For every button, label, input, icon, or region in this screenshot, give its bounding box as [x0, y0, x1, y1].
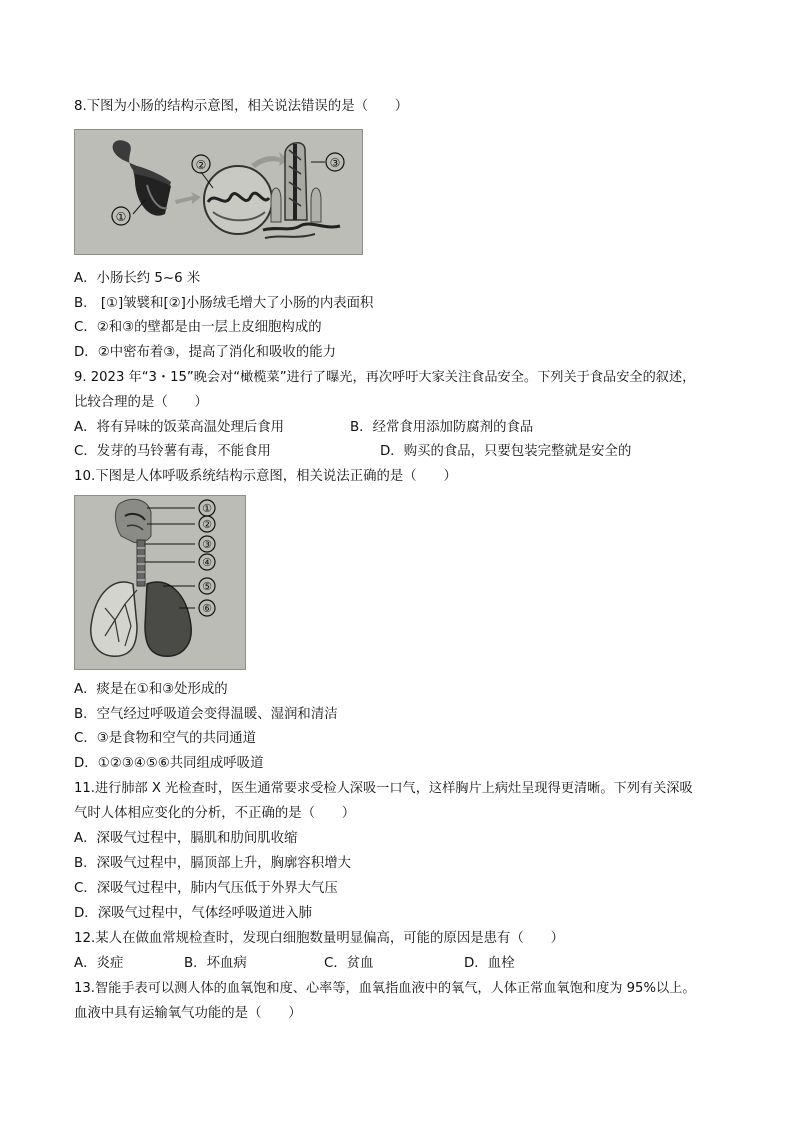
q11-option-d: D．深吸气过程中，气体经呼吸道进入肺	[74, 906, 312, 921]
label-3: ③	[329, 156, 341, 170]
q8-option-a: A．小肠长约 5~6 米	[74, 271, 201, 286]
q11-stem-line2: 气时人体相应变化的分析，不正确的是（ ）	[74, 806, 356, 821]
resp-label-2: ②	[202, 518, 212, 531]
q10-stem: 10.下图是人体呼吸系统结构示意图，相关说法正确的是（ ）	[74, 469, 457, 484]
q12-option-c: C．贫血	[324, 956, 374, 971]
q12-option-a: A．炎症	[74, 956, 124, 971]
q10-option-c: C．③是食物和空气的共同通道	[74, 731, 257, 746]
resp-label-5: ⑤	[202, 580, 212, 593]
q11-option-a: A．深吸气过程中，膈肌和肋间肌收缩	[74, 831, 298, 846]
q8-option-b: B． [①]皱襞和[②]小肠绒毛增大了小肠的内表面积	[74, 296, 374, 311]
small-intestine-figure	[74, 129, 363, 255]
q10-option-a: A．痰是在①和③处形成的	[74, 682, 228, 697]
q11-option-b: B．深吸气过程中，膈顶部上升，胸廓容积增大	[74, 856, 351, 871]
q9-option-c: C．发芽的马铃薯有毒，不能食用	[74, 444, 271, 459]
resp-label-4: ④	[202, 556, 212, 569]
label-2: ②	[195, 158, 207, 172]
q9-option-b: B．经常食用添加防腐剂的食品	[350, 420, 534, 435]
q9-option-a: A．将有异味的饭菜高温处理后食用	[74, 420, 285, 435]
q9-stem-line1: 9. 2023 年“3・15”晚会对“橄榄菜”进行了曝光，再次呼吁大家关注食品安全。下列关于食品安全的叙述，	[74, 370, 696, 385]
resp-label-1: ①	[202, 502, 212, 515]
label-1: ①	[115, 210, 127, 224]
q11-option-c: C．深吸气过程中，肺内气压低于外界大气压	[74, 881, 338, 896]
q12-stem: 12.某人在做血常规检查时，发现白细胞数量明显偏高，可能的原因是患有（ ）	[74, 931, 564, 946]
q8-stem: 8.下图为小肠的结构示意图，相关说法错误的是（ ）	[74, 99, 409, 114]
q8-option-d: D．②中密布着③，提高了消化和吸收的能力	[74, 345, 336, 360]
q12-option-b: B．坏血病	[184, 956, 247, 971]
q10-option-d: D．①②③④⑤⑥共同组成呼吸道	[74, 756, 264, 771]
q13-stem-line2: 血液中具有运输氧气功能的是（ ）	[74, 1006, 302, 1021]
resp-label-6: ⑥	[202, 602, 212, 615]
q9-stem-line2: 比较合理的是（ ）	[74, 395, 208, 410]
resp-label-3: ③	[202, 538, 212, 551]
respiratory-system-figure	[74, 495, 246, 670]
q13-stem-line1: 13.智能手表可以测人体的血氧饱和度、心率等，血氧指血液中的氧气，人体正常血氧饱和度为 95%以上。	[74, 981, 696, 996]
q8-option-c: C．②和③的壁都是由一层上皮细胞构成的	[74, 320, 322, 335]
q12-option-d: D．血栓	[464, 956, 515, 971]
q11-stem-line1: 11.进行肺部 X 光检查时，医生通常要求受检人深吸一口气，这样胸片上病灶呈现得更清晰。下列有关深吸	[74, 781, 693, 796]
q9-option-d: D．购买的食品，只要包装完整就是安全的	[380, 444, 632, 459]
q10-option-b: B．空气经过呼吸道会变得温暖、湿润和清洁	[74, 707, 338, 722]
